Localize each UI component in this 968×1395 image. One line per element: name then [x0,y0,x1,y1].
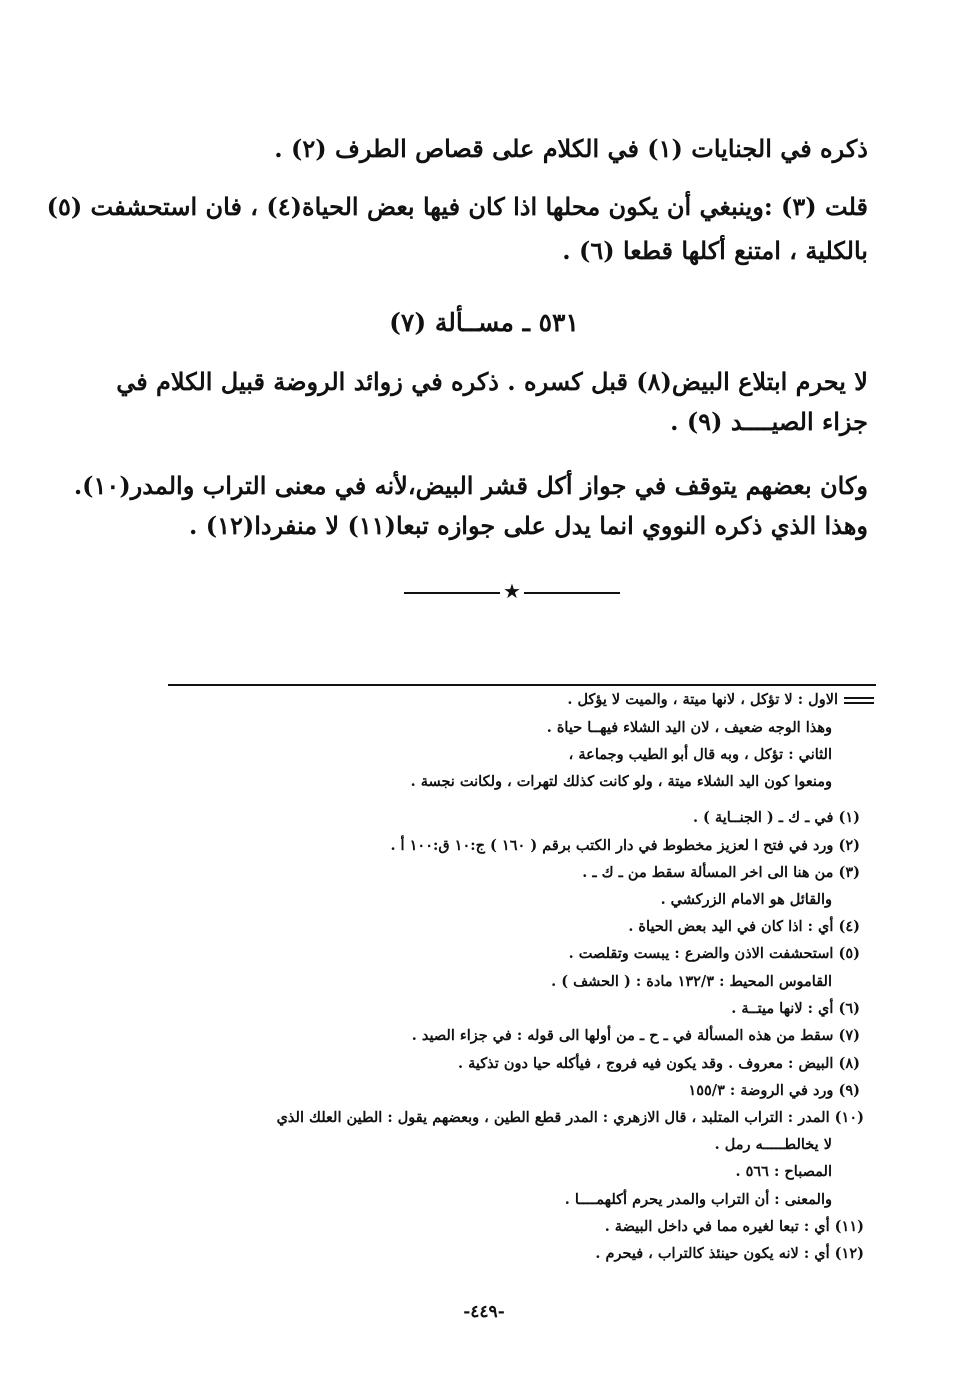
star-icon: ★ [503,579,521,603]
main-text-line-1: ذكره في الجنايات (١) في الكلام على قصاص الطرف (٢) . [274,134,868,163]
main-text-line-4: لا يحرم ابتلاع البيض(٨) قبل كسره . ذكره في زوائد الروضة قبيل الكلام في [116,367,868,396]
footnote-line: الاول : لا تؤكل ، لانها ميتة ، والميت لا يؤكل . [567,691,838,708]
footnote-line: والمعنى : أن التراب والمدر يحرم أكلهمــــا . [564,1191,832,1208]
footnote-line: (٨) البيض : معروف . وقد يكون فيه فروج ، فيأكله حيا دون تذكية . [458,1055,860,1072]
main-text-line-5: جزاء الصيــــد (٩) . [670,407,868,436]
section-heading: ٥٣١ ـ مســألة (٧) [389,308,579,337]
page-number: -٤٤٩- [463,1302,505,1322]
main-text-line-6: وكان بعضهم يتوقف في جواز أكل قشر البيض،لأنه في معنى التراب والمدر(١٠). [73,471,868,500]
footnote-line: ومنعوا كون اليد الشلاء ميتة ، ولو كانت كذلك لتهرات ، ولكانت نجسة . [410,773,832,790]
footnote-line: لا يخالطـــــه رمل . [714,1136,832,1153]
divider-rule-left [404,592,500,594]
footnote-separator [168,684,876,686]
footnote-line: (٤) أي : اذا كان في اليد بعض الحياة . [628,918,860,935]
main-text-line-3: بالكلية ، امتنع أكلها قطعا (٦) . [562,236,868,265]
main-text-line-2: قلت (٣) :وينبغي أن يكون محلها اذا كان فيها بعض الحياة(٤) ، فان استحشفت (٥) [46,192,868,221]
footnote-line: (٥) استحشفت الاذن والضرع : يبست وتقلصت . [568,945,860,962]
footnote-line: (١٠) المدر : التراب المتلبد ، قال الازهري : المدر قطع الطين ، وبعضهم يقول : الطين العلك الذي [276,1109,864,1126]
footnote-continuation-mark [844,697,874,707]
footnote-line: (٣) من هنا الى اخر المسألة سقط من ـ ك ـ . [582,864,860,881]
divider-rule-right [524,592,620,594]
footnote-line: القاموس المحيط : ١٣٢/٣ مادة : ( الحشف ) . [551,973,832,990]
footnote-line: (١١) أي : تبعا لغيره مما في داخل البيضة . [604,1218,864,1235]
footnote-line: الثاني : تؤكل ، وبه قال أبو الطيب وجماعة ، [568,746,832,763]
footnote-line: (٩) ورد في الروضة : ١٥٥/٣ [688,1082,860,1099]
footnote-line: (٢) ورد في فتح ا لعزيز مخطوط في دار الكتب برقم ( ١٦٠ ) ج:١٠ ق:١٠٠ أ . [390,837,860,854]
footnote-line: وهذا الوجه ضعيف ، لان اليد الشلاء فيهــا حياة . [546,719,832,736]
footnote-line: (٧) سقط من هذه المسألة في ـ ح ـ من أولها الى قوله : في جزاء الصيد . [411,1027,860,1044]
footnote-line: (٦) أي : لانها ميتــة . [731,1000,860,1017]
footnote-line: (١) في ـ ك ـ ( الجنــاية ) . [692,809,860,826]
footnote-line: المصباح : ٥٦٦ . [735,1163,832,1180]
footnote-line: والقائل هو الامام الزركشي . [660,891,832,908]
star-divider [404,579,620,604]
main-text-line-7: وهذا الذي ذكره النووي انما يدل على جوازه تبعا(١١) لا منفردا(١٢) . [189,511,868,540]
footnote-line: (١٢) أي : لانه يكون حينئذ كالتراب ، فيحرم . [595,1245,864,1262]
